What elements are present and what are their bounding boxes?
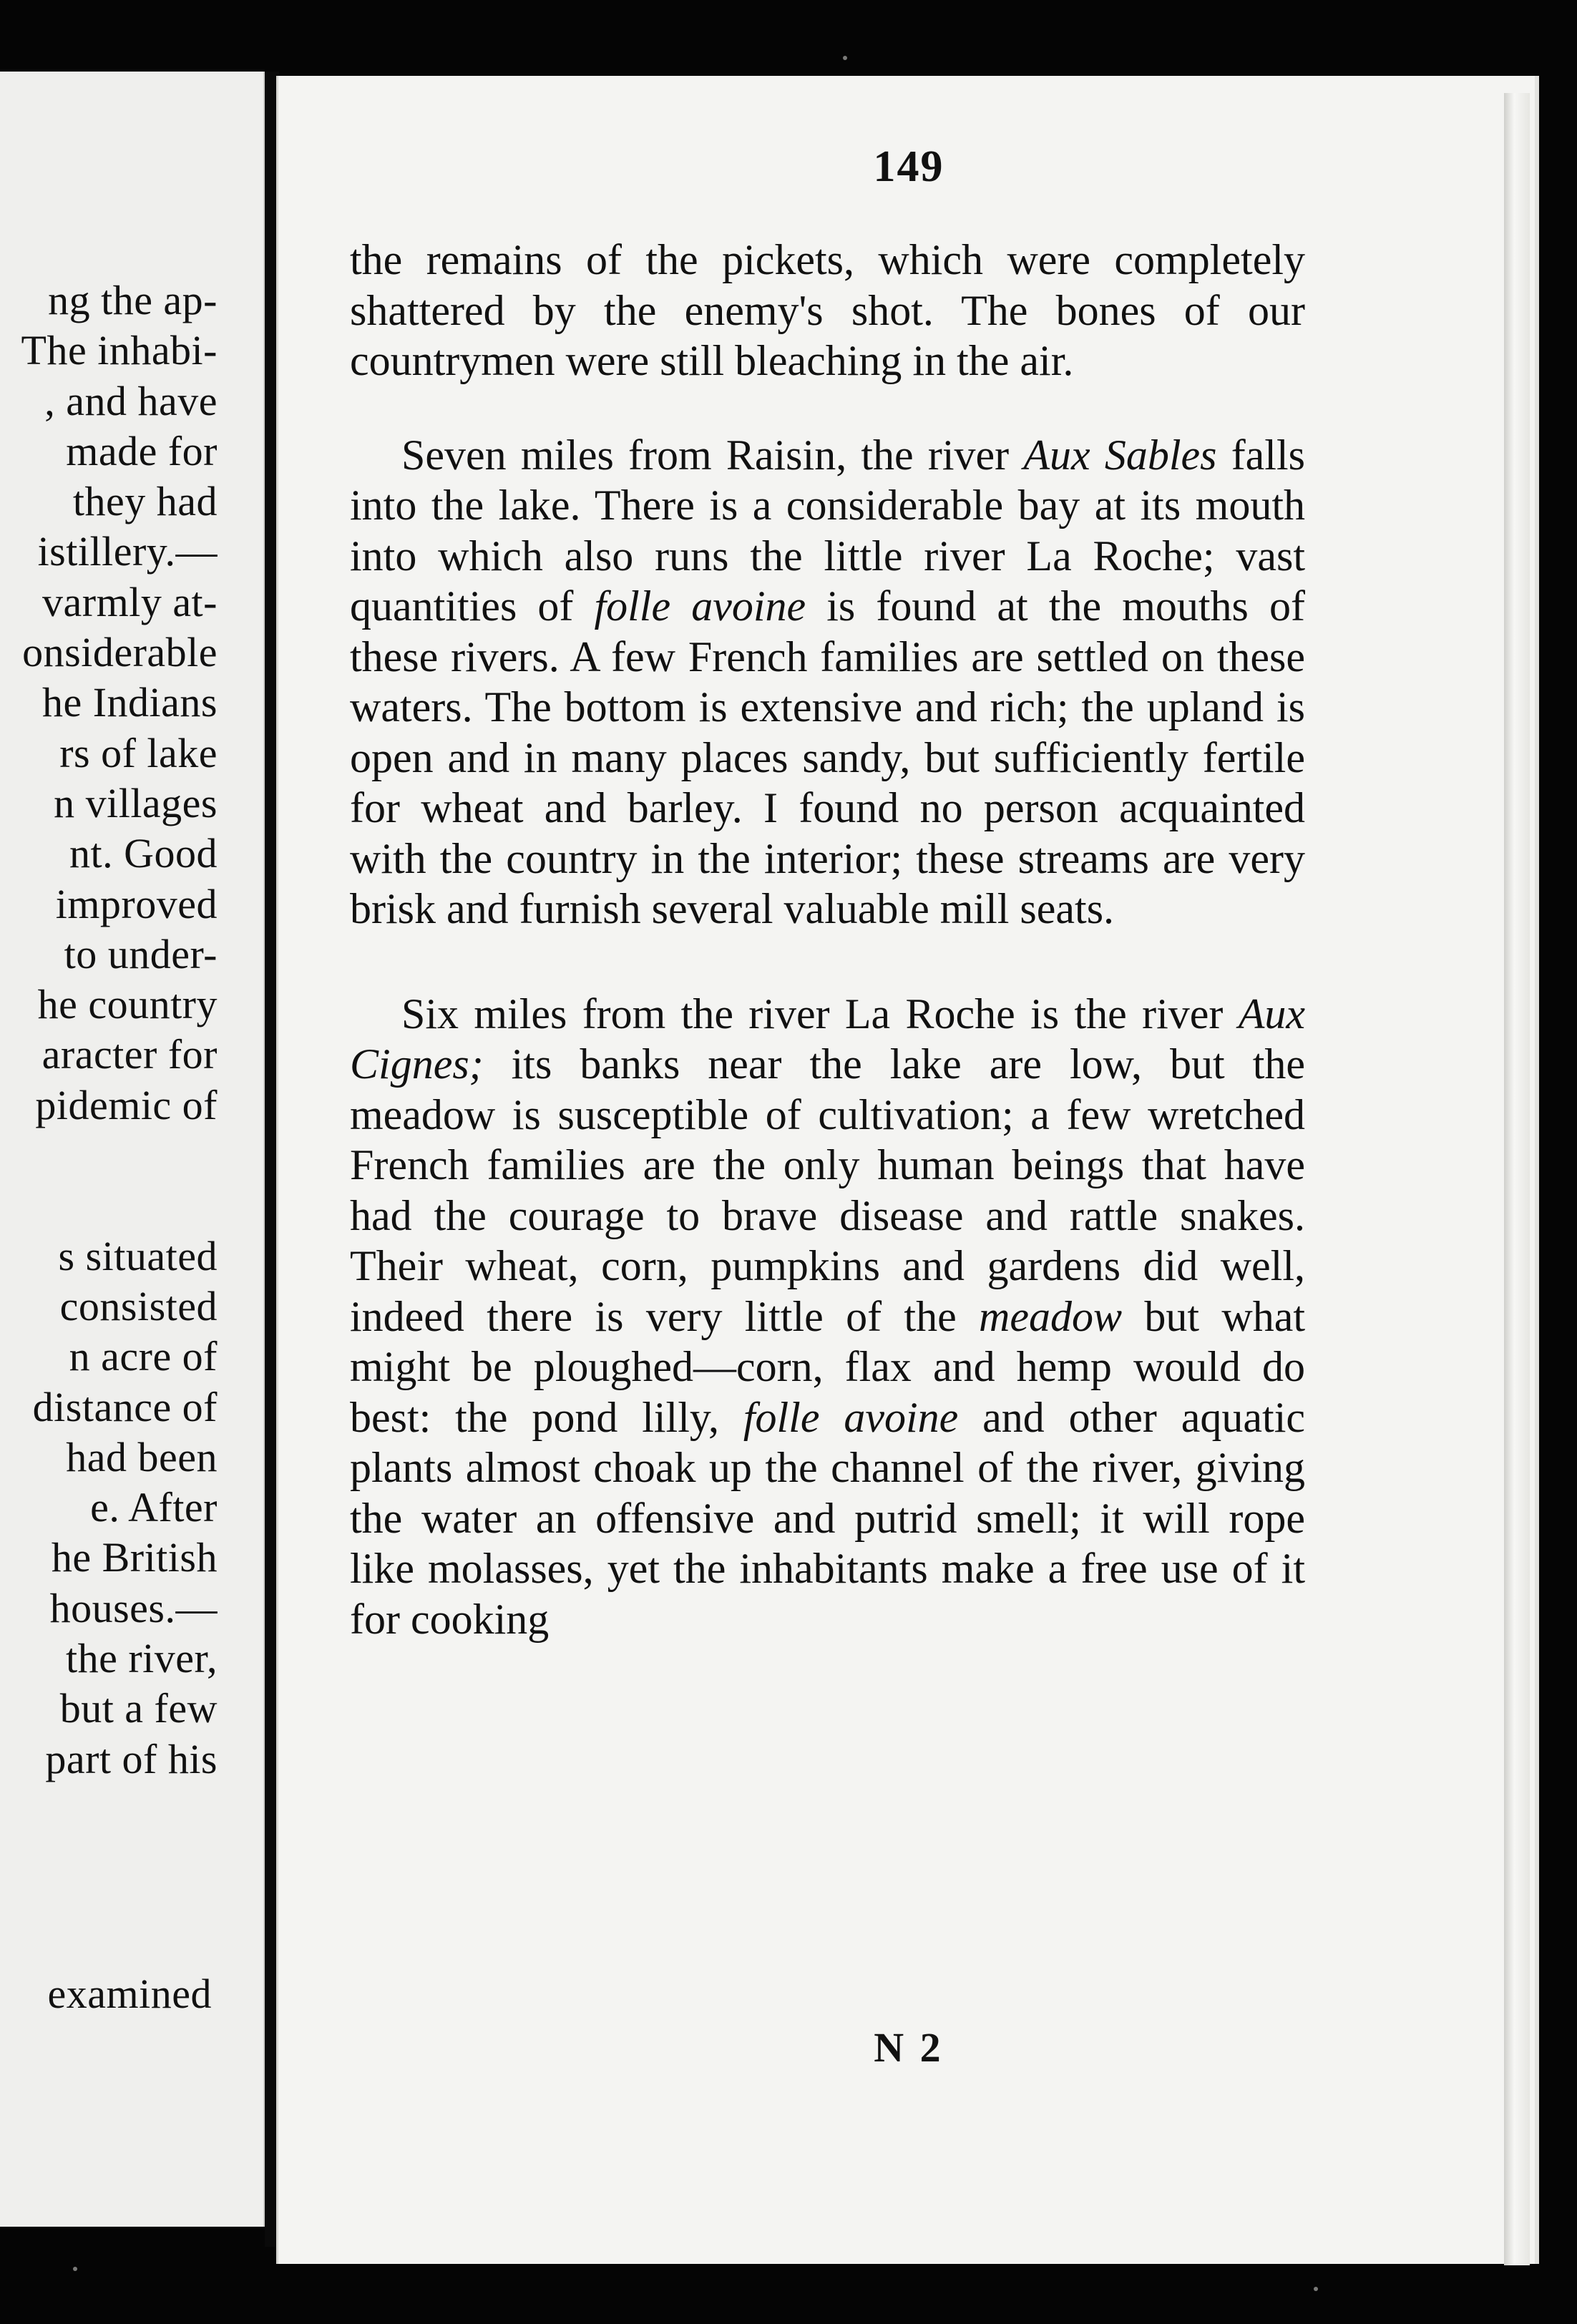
paragraph-3-text-b: its banks near the lake are low, but the meadow is susceptible of cultivation; a few wretched French families are the only human beings that have had the courage to brave disease and rattle snakes. Their wheat, corn, pumpkins and gardens did well, indeed there is very little of the (350, 1040, 1305, 1340)
previous-page-line: aracter for (42, 1031, 218, 1078)
previous-page-line: but a few (59, 1685, 218, 1732)
scan-speck (73, 2267, 77, 2271)
paragraph-3-text-d: and other aquatic plants almost choak up the channel of the river, giving the water an offensive and putrid smell; it will rope like molasses, yet the inhabitants make a free use of it for cooking (350, 1393, 1305, 1643)
paragraph-3-italic-meadow: meadow (979, 1292, 1123, 1340)
current-page (276, 76, 1539, 2264)
previous-page-line: distance of (32, 1383, 218, 1430)
page-body-text (350, 235, 1305, 1644)
previous-page-line: rs of lake (59, 729, 218, 776)
previous-page-line: houses.— (49, 1584, 218, 1631)
previous-page-line: the river, (65, 1635, 218, 1682)
previous-page-line: they had (72, 478, 218, 525)
previous-page-text (0, 275, 218, 1784)
paragraph-2-text-b: falls into the lake. There is a considerable bay at its mouth into which also runs the little river La Roche; vast quantities of (350, 431, 1305, 630)
previous-page-line: he British (51, 1534, 218, 1581)
previous-page-line: ng the ap- (48, 277, 218, 323)
scan-speck (1314, 2287, 1318, 2291)
signature-mark: N 2 (874, 2024, 944, 2071)
previous-page-line: e. After (90, 1484, 218, 1531)
previous-page-line: consisted (59, 1282, 218, 1329)
previous-page-line (0, 1131, 218, 1181)
previous-page-line: varmly at- (42, 578, 218, 625)
paragraph-3-italic-plant-name: folle avoine (743, 1393, 959, 1441)
paragraph-2-italic-plant-name: folle avoine (594, 582, 806, 630)
previous-page-line: The inhabi- (21, 327, 218, 374)
previous-page-line: improved (55, 880, 218, 927)
previous-page-line (0, 1181, 218, 1231)
previous-page-last-line: examined (47, 1971, 212, 2017)
paragraph-1: the remains of the pickets, which were completely shattered by the enemy's shot. The bones of our countrymen were still bleaching in the air. (350, 236, 1305, 384)
previous-page-line: onsiderable (22, 629, 218, 676)
previous-page-line: n acre of (69, 1333, 218, 1380)
previous-page-line: made for (66, 427, 218, 474)
previous-page-line: , and have (44, 377, 218, 424)
previous-page-line: istillery.— (37, 528, 218, 575)
paragraph-3-italic-river-name: Aux Cignes; (350, 990, 1305, 1088)
paragraph-2-italic-river-name: Aux Sables (1023, 431, 1217, 479)
previous-page-line: part of his (45, 1735, 218, 1782)
previous-page-line: n villages (54, 779, 218, 826)
paragraph-2-text-c: is found at the mouths of these rivers. A few French families are settled on these waters. The bottom is extensive and rich; the upland is open and in many places sandy, but sufficiently fertile for wheat and barley. I found no person acquainted with the country in the interior; these streams are very brisk and furnish several valuable mill seats. (350, 582, 1305, 932)
scan-speck (843, 56, 847, 60)
previous-page-line: pidemic of (35, 1081, 218, 1128)
page-number: 149 (873, 142, 944, 191)
previous-page-line: had been (66, 1433, 218, 1480)
previous-page-line: s situated (58, 1232, 218, 1279)
paragraph-3-text-a: Six miles from the river La Roche is the river (401, 990, 1239, 1038)
paragraph-3-text-c: but what might be ploughed—corn, flax and hemp would do best: the pond lilly, (350, 1292, 1305, 1441)
previous-page-line: he Indians (42, 679, 218, 726)
previous-page-line: nt. Good (69, 830, 218, 877)
paragraph-2 (350, 430, 1305, 934)
previous-page-line: to under- (64, 930, 218, 977)
previous-page (0, 72, 265, 2227)
paragraph-3 (350, 989, 1305, 1645)
previous-page-line: he country (37, 981, 218, 1028)
paragraph-2-text-a: Seven miles from Raisin, the river (401, 431, 1024, 479)
page-edge (1504, 93, 1530, 2265)
